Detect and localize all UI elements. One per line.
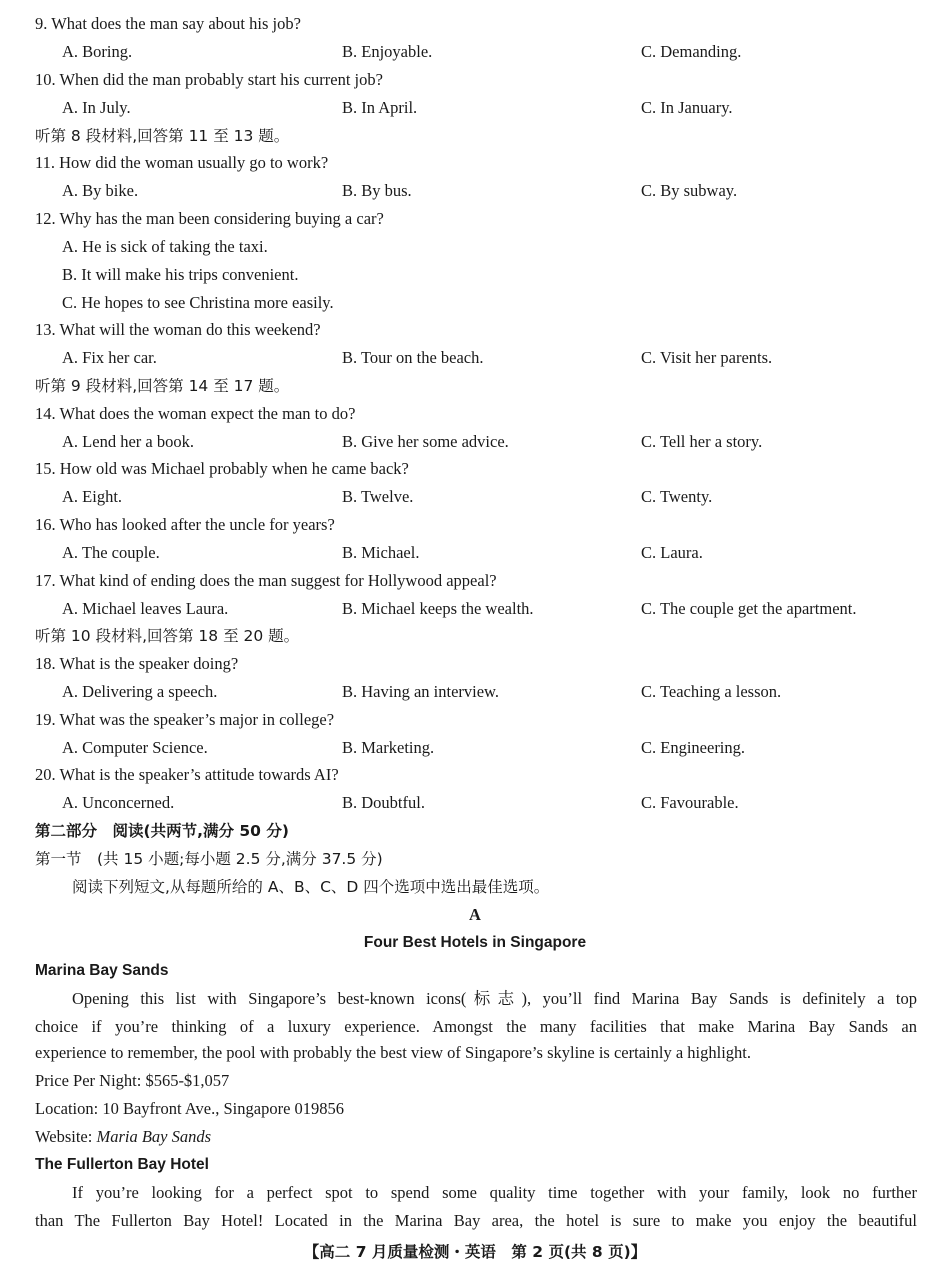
option-c: C. Favourable.	[641, 793, 739, 812]
option-a: A. Fix her car.	[62, 348, 157, 367]
question-stem: 14. What does the woman expect the man to do?	[35, 404, 356, 423]
option-a: A. Delivering a speech.	[62, 682, 218, 701]
option-a: A. In July.	[62, 98, 131, 117]
question-stem: 11. How did the woman usually go to work?	[35, 153, 329, 172]
section-instruction: 听第 10 段材料,回答第 18 至 20 题。	[35, 627, 300, 645]
question-stem: 10. When did the man probably start his current job?	[35, 70, 383, 89]
website-value: Maria Bay Sands	[96, 1127, 212, 1146]
option-b: B. In April.	[342, 98, 418, 117]
paragraph-line: choice if you’re thinking of a luxury experience. Amongst the many facilities that make Marina Bay Sands an	[35, 1017, 917, 1036]
question-stem: 19. What was the speaker’s major in college?	[35, 710, 335, 729]
question-stem: 15. How old was Michael probably when he came back?	[35, 459, 409, 478]
option-b: B. By bus.	[342, 181, 412, 200]
paragraph-line: experience to remember, the pool with probably the best view of Singapore’s skyline is certainly a highlight.	[35, 1043, 751, 1062]
option-a: A. Michael leaves Laura.	[62, 599, 229, 618]
option-a: A. Eight.	[62, 487, 123, 506]
option-c: C. Teaching a lesson.	[641, 682, 782, 701]
option-b: B. Give her some advice.	[342, 432, 509, 451]
option-c: C. Laura.	[641, 543, 703, 562]
option-c: C. Engineering.	[641, 738, 746, 757]
option-b: B. Doubtful.	[342, 793, 425, 812]
hotel-website-row	[35, 1126, 211, 1148]
question-stem: 17. What kind of ending does the man suggest for Hollywood appeal?	[35, 571, 497, 590]
hotel-name: The Fullerton Bay Hotel	[35, 1156, 209, 1173]
question-stem: 16. Who has looked after the uncle for years?	[35, 515, 335, 534]
option-a: A. Boring.	[62, 42, 133, 61]
section-instruction: 听第 8 段材料,回答第 11 至 13 题。	[35, 127, 290, 145]
option-c: C. Tell her a story.	[641, 432, 763, 451]
passage-title: Four Best Hotels in Singapore	[363, 934, 587, 951]
question-stem: 9. What does the man say about his job?	[35, 14, 301, 33]
option-b: B. Twelve.	[342, 487, 414, 506]
passage-letter: A	[469, 905, 481, 924]
option-a: A. He is sick of taking the taxi.	[62, 237, 268, 256]
website-label: Website:	[35, 1127, 97, 1146]
option-c: C. Demanding.	[641, 42, 742, 61]
question-stem: 18. What is the speaker doing?	[35, 654, 239, 673]
hotel-name: Marina Bay Sands	[35, 962, 169, 979]
paragraph-line: than The Fullerton Bay Hotel! Located in the Marina Bay area, the hotel is sure to make you enjoy the beautiful	[35, 1211, 917, 1230]
option-a: A. Lend her a book.	[62, 432, 194, 451]
option-b: B. Michael keeps the wealth.	[342, 599, 534, 618]
option-a: A. Unconcerned.	[62, 793, 175, 812]
question-stem: 13. What will the woman do this weekend?	[35, 320, 321, 339]
option-a: A. Computer Science.	[62, 738, 208, 757]
paragraph-line: If you’re looking for a perfect spot to spend some quality time together with your family, look no further	[72, 1183, 917, 1202]
option-c: C. Twenty.	[641, 487, 713, 506]
option-b: B. Michael.	[342, 543, 420, 562]
section-heading: 第一节 (共 15 小题;每小题 2.5 分,满分 37.5 分)	[35, 850, 383, 868]
option-a: A. The couple.	[62, 543, 160, 562]
option-b: B. Tour on the beach.	[342, 348, 484, 367]
option-b: B. Marketing.	[342, 738, 435, 757]
hotel-location: Location: 10 Bayfront Ave., Singapore 019856	[35, 1099, 345, 1118]
reading-instruction: 阅读下列短文,从每题所给的 A、B、C、D 四个选项中选出最佳选项。	[72, 878, 550, 896]
option-c: C. The couple get the apartment.	[641, 599, 857, 618]
option-b: B. Enjoyable.	[342, 42, 433, 61]
option-b: B. Having an interview.	[342, 682, 500, 701]
question-stem: 12. Why has the man been considering buying a car?	[35, 209, 384, 228]
option-a: A. By bike.	[62, 181, 139, 200]
part-heading: 第二部分 阅读(共两节,满分 50 分)	[35, 822, 289, 840]
option-c: C. In January.	[641, 98, 733, 117]
hotel-price: Price Per Night: $565-$1,057	[35, 1071, 230, 1090]
option-c: C. Visit her parents.	[641, 348, 773, 367]
option-c: C. By subway.	[641, 181, 738, 200]
option-b: B. It will make his trips convenient.	[62, 265, 299, 284]
paragraph-line: Opening this list with Singapore’s best-known icons(标志), you’ll find Marina Bay Sands is definitely a top	[72, 989, 917, 1008]
section-instruction: 听第 9 段材料,回答第 14 至 17 题。	[35, 377, 290, 395]
question-stem: 20. What is the speaker’s attitude towards AI?	[35, 765, 339, 784]
option-c: C. He hopes to see Christina more easily.	[62, 293, 334, 312]
page-footer: 【高二 7 月质量检测・英语 第 2 页(共 8 页)】	[303, 1243, 647, 1261]
